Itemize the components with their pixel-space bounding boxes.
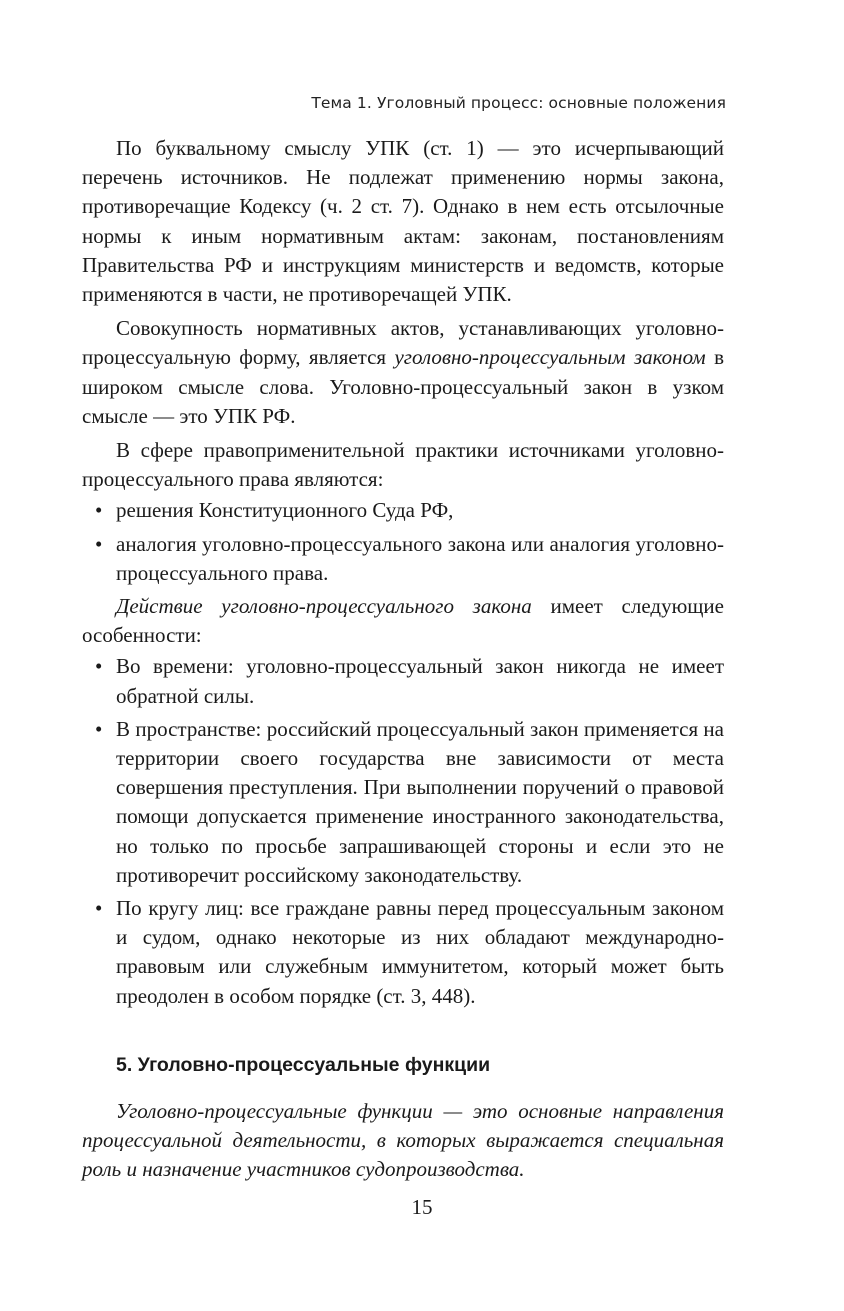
- paragraph-practice-sources: В сфере правоприменительной практики источниками уголовно-процессуального права являются:: [82, 438, 724, 492]
- bullet-icon: •: [95, 654, 103, 679]
- list-item-text: решения Конституционного Суда РФ,: [116, 498, 454, 523]
- definition-paragraph: Уголовно-процессуальные функции — это основные направления процессуальной деятельности, в которых выражается специальная роль и назначение участников судопроизводства.: [82, 1098, 724, 1182]
- italic-term: уголовно-процессуальным законом: [394, 345, 706, 370]
- paragraph-law-action: [82, 592, 724, 650]
- paragraph-text: в широком смысле слова. Уголовно-процессуальный закон в узком смысле — это УПК РФ.: [82, 345, 724, 428]
- list-item: [82, 652, 724, 710]
- paragraph-criminal-procedure-law: [82, 314, 724, 431]
- list-item: [82, 894, 724, 1011]
- list-item: [82, 496, 724, 525]
- list-item-text: По кругу лиц: все граждане равны перед процессуальным законом и судом, однако некоторые из них обладают международно-правовым или служебным иммунитетом, который может быть преодолен в особом порядке (ст. 3, 448).: [116, 896, 724, 1008]
- bullet-icon: •: [95, 716, 103, 741]
- paragraph-upk-sources: По буквальному смыслу УПК (ст. 1) — это исчерпывающий перечень источников. Не подлежат применению нормы закона, противоречащие Кодексу (ч. 2 ст. 7). Однако в нем есть отсылочные нормы к иным нормативным актам: законам, постановлениям Правительства РФ и инструкциям министерств и ведомств, которые применяются в части, не противоречащей УПК.: [82, 136, 724, 307]
- italic-term: Действие уголовно-процессуального закона: [116, 594, 532, 619]
- list-item: [82, 715, 724, 890]
- bullet-icon: •: [95, 498, 103, 523]
- running-header: Тема 1. Уголовный процесс: основные положения: [311, 94, 726, 112]
- bullet-icon: •: [95, 531, 103, 556]
- sources-list: [82, 496, 724, 588]
- section-heading: 5. Уголовно-процессуальные функции: [116, 1053, 491, 1076]
- list-item: [82, 530, 724, 588]
- page-body: [82, 134, 724, 1185]
- paragraph-text: имеет следующие особенности:: [82, 594, 724, 648]
- list-item-text: Во времени: уголовно-процессуальный закон никогда не имеет обратной силы.: [116, 654, 724, 708]
- page-number: 15: [411, 1195, 433, 1219]
- list-item-text: В пространстве: российский процессуальный закон применяется на территории своего государства вне зависимости от места совершения преступления. При выполнении поручений о правовой помощи допускается применение иностранного законодательства, но только по просьбе запрашивающей стороны и если это не противоречит российскому законодательству.: [116, 716, 724, 887]
- list-item-text: аналогия уголовно-процессуального закона или аналогия уголовно-процессуального права.: [116, 531, 724, 585]
- features-list: [82, 652, 724, 1010]
- paragraph-text: Совокупность нормативных актов, устанавливающих уголовно-процессуальную форму, является: [82, 316, 724, 370]
- bullet-icon: •: [95, 896, 103, 921]
